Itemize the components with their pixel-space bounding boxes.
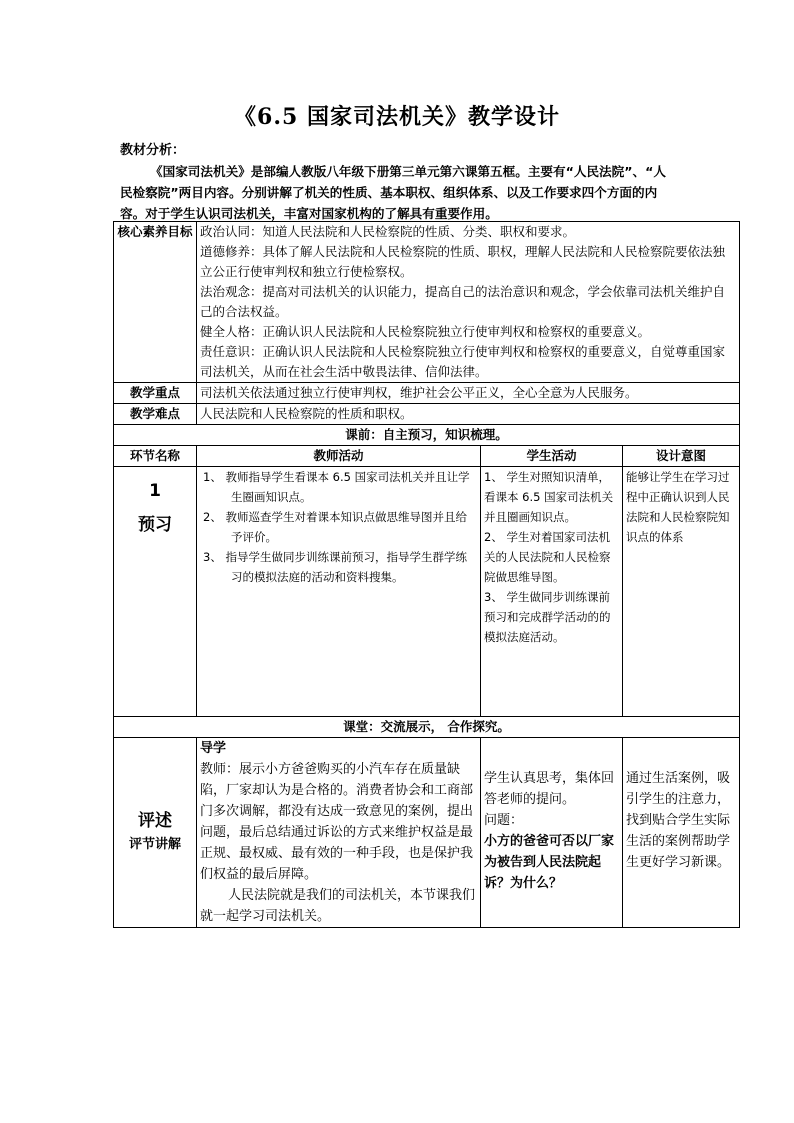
- before-class-heading: 课前：自主预习，知识梳理。: [114, 425, 740, 446]
- table-row-key: [114, 383, 740, 404]
- review-intent-cell: 通过生活案例，吸引学生的注意力，找到贴合学生实际生活的案例帮助学生更好学习新课。: [623, 738, 740, 928]
- header-stage: 环节名称: [114, 446, 197, 467]
- core-label-cell: [114, 222, 197, 383]
- header-intent: 设计意图: [623, 446, 740, 467]
- table-row-preview: [114, 467, 740, 717]
- lesson-plan-table: [113, 221, 740, 928]
- preview-student-cell: [481, 467, 623, 717]
- preview-name: 预习: [138, 515, 172, 535]
- analysis-text: 《国家司法机关》是部编人教版八年级下册第三单元第六课第五框。主要有“人民法院”、“人民检察院”两目内容。分别讲解了机关的性质、基本职权、组织体系、以及工作要求四个方面的内容。对于学生认识司法机关，丰富对国家机构的了解具有重要作用。: [120, 164, 666, 221]
- header-student: 学生活动: [481, 446, 623, 467]
- core-items-cell: [197, 222, 740, 383]
- student-activity-item: 1、 学生对照知识清单，看课本 6.5 国家司法机关并且圈画知识点。: [484, 470, 614, 524]
- in-class-heading: 课堂：交流展示， 合作探究。: [114, 717, 740, 738]
- student-activity-item: 3、 学生做同步训练课前预习和完成群学活动的的模拟法庭活动。: [484, 590, 611, 644]
- review-teacher-heading: 导学: [200, 741, 227, 756]
- table-row-core: [114, 222, 740, 383]
- review-name: 评述: [138, 810, 172, 831]
- preview-intent-cell: 能够让学生在学习过程中正确认识到人民法院和人民检察院知识点的体系: [623, 467, 740, 717]
- analysis-label: 教材分析：: [120, 143, 186, 158]
- preview-teacher-cell: [197, 467, 481, 717]
- preview-stage-cell: [114, 467, 197, 717]
- table-row-difficulty: [114, 404, 740, 425]
- key-text: 司法机关依法通过独立行使审判权，维护社会公平正义，全心全意为人民服务。: [197, 383, 740, 404]
- difficulty-label: 教学难点: [114, 404, 197, 425]
- document-title: 《6.5 国家司法机关》教学设计: [234, 104, 560, 130]
- review-stage-cell: [114, 738, 197, 928]
- teacher-activity-item: 3、 指导学生做同步训练课前预习，指导学生群学练习的模拟法庭的活动和资料搜集。: [203, 550, 467, 584]
- core-item: 健全人格：正确认识人民法院和人民检察院独立行使审判权和检察权的重要意义。: [200, 324, 651, 339]
- preview-number: 1: [149, 481, 161, 501]
- core-item: 责任意识：正确认识人民法院和人民检察院独立行使审判权和检察权的重要意义，自觉尊重国家司法机关，从而在社会生活中敬畏法律、信仰法律。: [200, 344, 726, 379]
- review-teacher-text: 教师：展示小方爸爸购买的小汽车存在质量缺陷，厂家却认为是合格的。消费者协会和工商部门多次调解，都没有达成一致意见的案例，提出问题，最后总结通过诉讼的方式来维护权益是最正规、最权威、最有效的一种手段，也是保护我们权益的最后屏障。: [200, 762, 474, 882]
- review-student-text: 学生认真思考，集体回答老师的提问。: [484, 771, 615, 807]
- core-item: 法治观念：提高对司法机关的认识能力，提高自己的法治意识和观念，学会依靠司法机关维护自己的合法权益。: [200, 284, 726, 319]
- core-item: 政治认同：知道人民法院和人民检察院的性质、分类、职权和要求。: [200, 224, 576, 239]
- table-header-row: [114, 446, 740, 467]
- review-student-cell: [481, 738, 623, 928]
- table-row-in-class: [114, 717, 740, 738]
- teacher-activity-item: 1、 教师指导学生看课本 6.5 国家司法机关并且让学生圈画知识点。: [203, 470, 470, 504]
- core-label: 核心素养目标: [117, 224, 193, 239]
- student-activity-item: 2、 学生对着国家司法机关的人民法院和人民检察院做思维导图。: [484, 530, 611, 584]
- review-subname: 评节讲解: [128, 836, 181, 852]
- key-label: 教学重点: [114, 383, 197, 404]
- difficulty-text: 人民法院和人民检察院的性质和职权。: [197, 404, 740, 425]
- review-question-label: 问题：: [484, 813, 524, 828]
- core-item: 道德修养：具体了解人民法院和人民检察院的性质、职权，理解人民法院和人民检察院要依法独立公正行使审判权和独立行使检察权。: [200, 244, 726, 279]
- review-question: 小方的爸爸可否以厂家为被告到人民法院起诉？为什么？: [484, 834, 615, 891]
- header-teacher: 教师活动: [197, 446, 481, 467]
- teacher-activity-item: 2、 教师巡查学生对着课本知识点做思维导图并且给予评价。: [203, 510, 467, 544]
- review-teacher-text-2: 人民法院就是我们的司法机关，本节课我们就一起学习司法机关。: [200, 888, 476, 924]
- review-teacher-cell: [197, 738, 481, 928]
- table-row-before-class: [114, 425, 740, 446]
- table-row-review: [114, 738, 740, 928]
